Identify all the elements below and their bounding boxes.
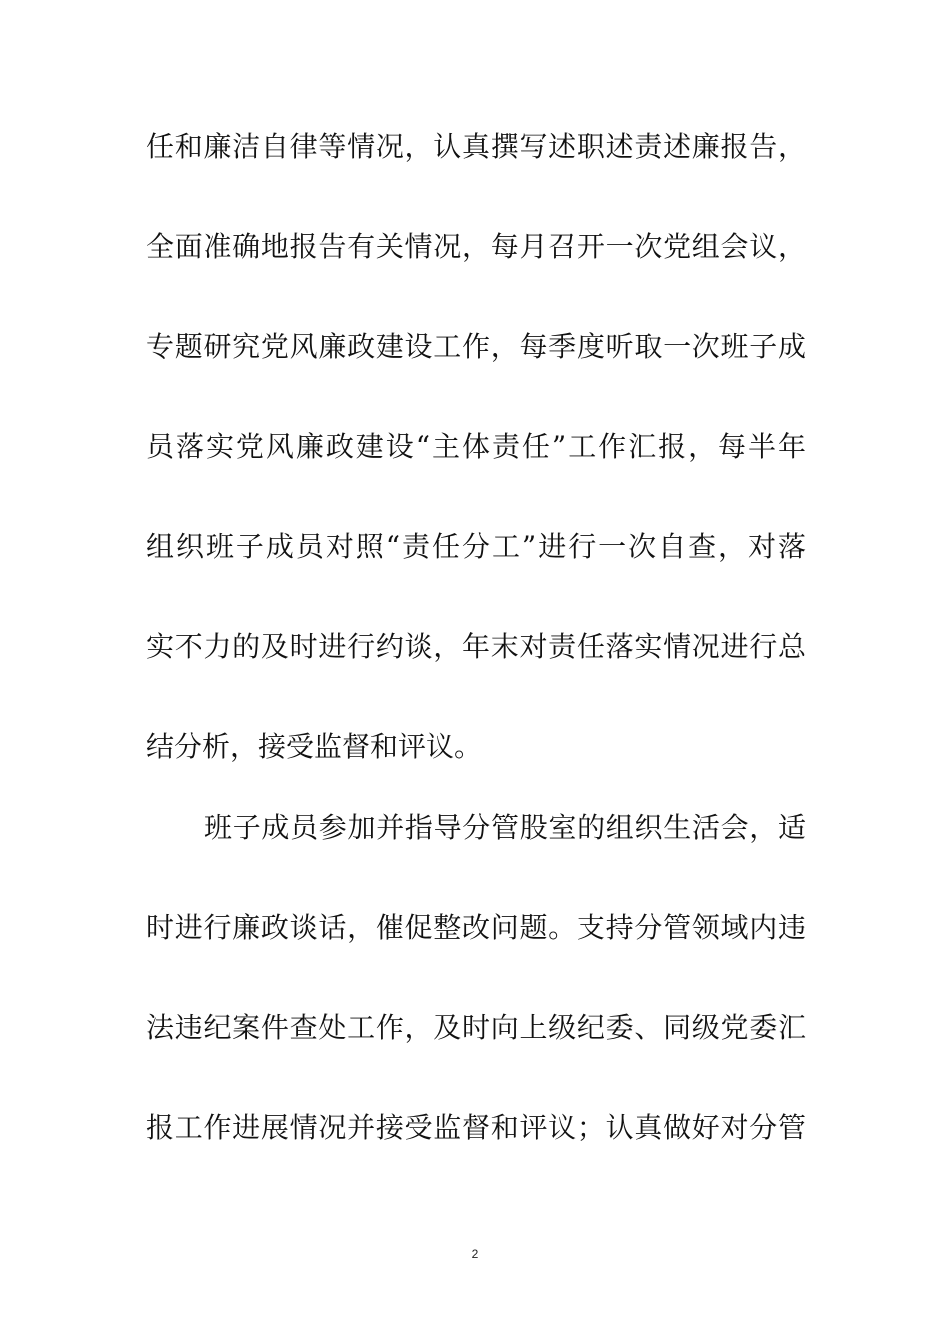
text-line: 全面准确地报告有关情况，每月召开一次党组会议，: [146, 230, 806, 263]
text-line: 实不力的及时进行约谈，年末对责任落实情况进行总: [146, 630, 806, 663]
page-number: 2: [471, 1247, 479, 1261]
text-line: 员落实党风廉政建设“主体责任”工作汇报，每半年: [146, 430, 806, 463]
text-line: 时进行廉政谈话，催促整改问题。支持分管领域内违: [146, 911, 806, 944]
text-line: 结分析，接受监督和评议。: [146, 730, 483, 763]
text-line: 报工作进展情况并接受监督和评议；认真做好对分管: [146, 1111, 806, 1144]
text-line: 任和廉洁自律等情况，认真撰写述职述责述廉报告，: [146, 130, 806, 163]
text-line: 法违纪案件查处工作，及时向上级纪委、同级党委汇: [146, 1011, 806, 1044]
text-line: 专题研究党风廉政建设工作，每季度听取一次班子成: [146, 330, 806, 363]
text-line: 组织班子成员对照“责任分工”进行一次自查，对落: [146, 530, 806, 563]
paragraph-first-line: 班子成员参加并指导分管股室的组织生活会，适: [204, 811, 806, 844]
